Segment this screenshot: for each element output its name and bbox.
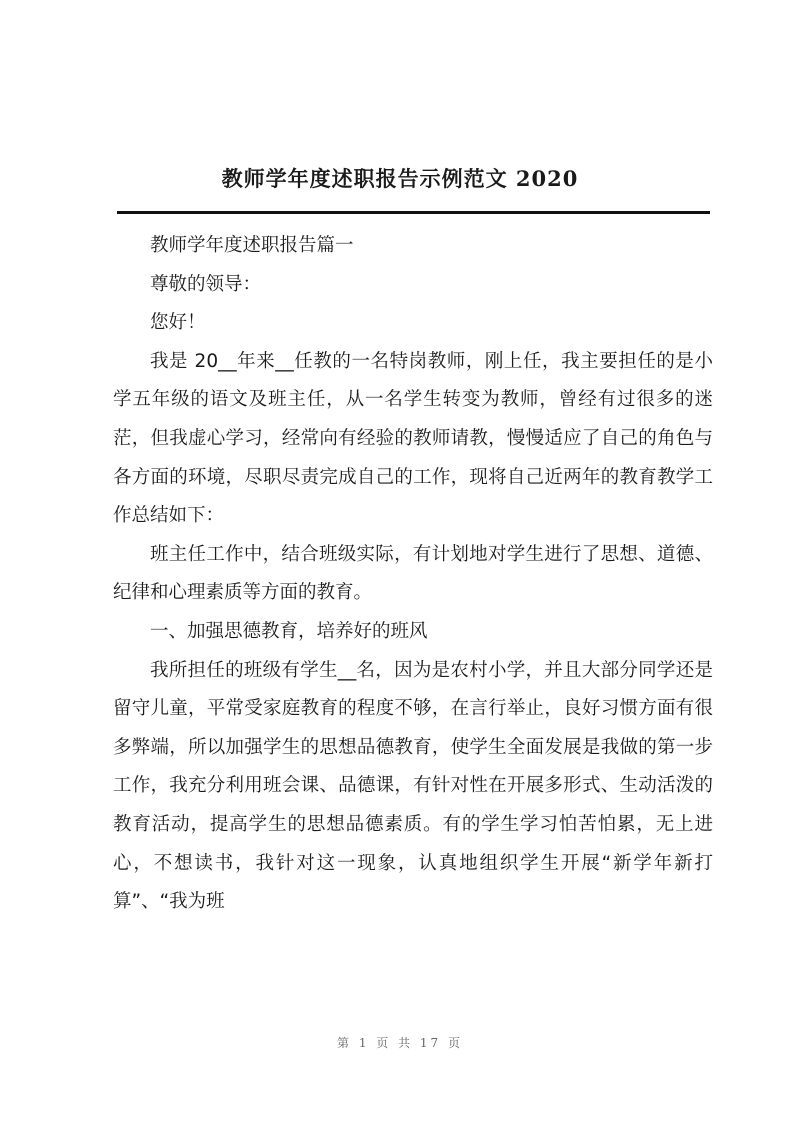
title-divider xyxy=(117,211,710,214)
document-title: 教师学年度述职报告示例范文 2020 xyxy=(221,166,579,191)
body-paragraph: 我是 20__年来__任教的一名特岗教师，刚上任，我主要担任的是小学五年级的语文及班主任，从一名学生转变为教师，曾经有过很多的迷茫，但我虚心学习，经常向有经验的教师请教，慢慢适应了自己的角色与各方面的环境，尽职尽责完成自己的工作，现将自己近两年的教育教学工作总结如下： xyxy=(113,350,713,527)
section-heading: 教师学年度述职报告篇一 xyxy=(150,235,354,256)
greeting: 您好！ xyxy=(150,312,206,334)
salutation: 尊敬的领导： xyxy=(150,273,262,295)
document-body xyxy=(113,227,713,922)
subsection-heading: 一、加强思德教育，培养好的班风 xyxy=(150,620,428,642)
body-paragraph: 我所担任的班级有学生__名，因为是农村小学，并且大部分同学还是留守儿童，平常受家庭教育的程度不够，在言行举止，良好习惯方面有很多弊端，所以加强学生的思想品德教育，使学生全面发展是我做的第一步工作，我充分利用班会课、品德课，有针对性在开展多形式、生动活泼的教育活动，提高学生的思想品德素质。有的学生学习怕苦怕累，无上进心，不想读书，我针对这一现象，认真地组织学生开展“新学年新打算”、“我为班 xyxy=(113,659,713,913)
body-paragraph: 班主任工作中，结合班级实际，有计划地对学生进行了思想、道德、纪律和心理素质等方面的教育。 xyxy=(113,543,713,604)
page-number: 第 1 页 共 17 页 xyxy=(337,1036,463,1050)
